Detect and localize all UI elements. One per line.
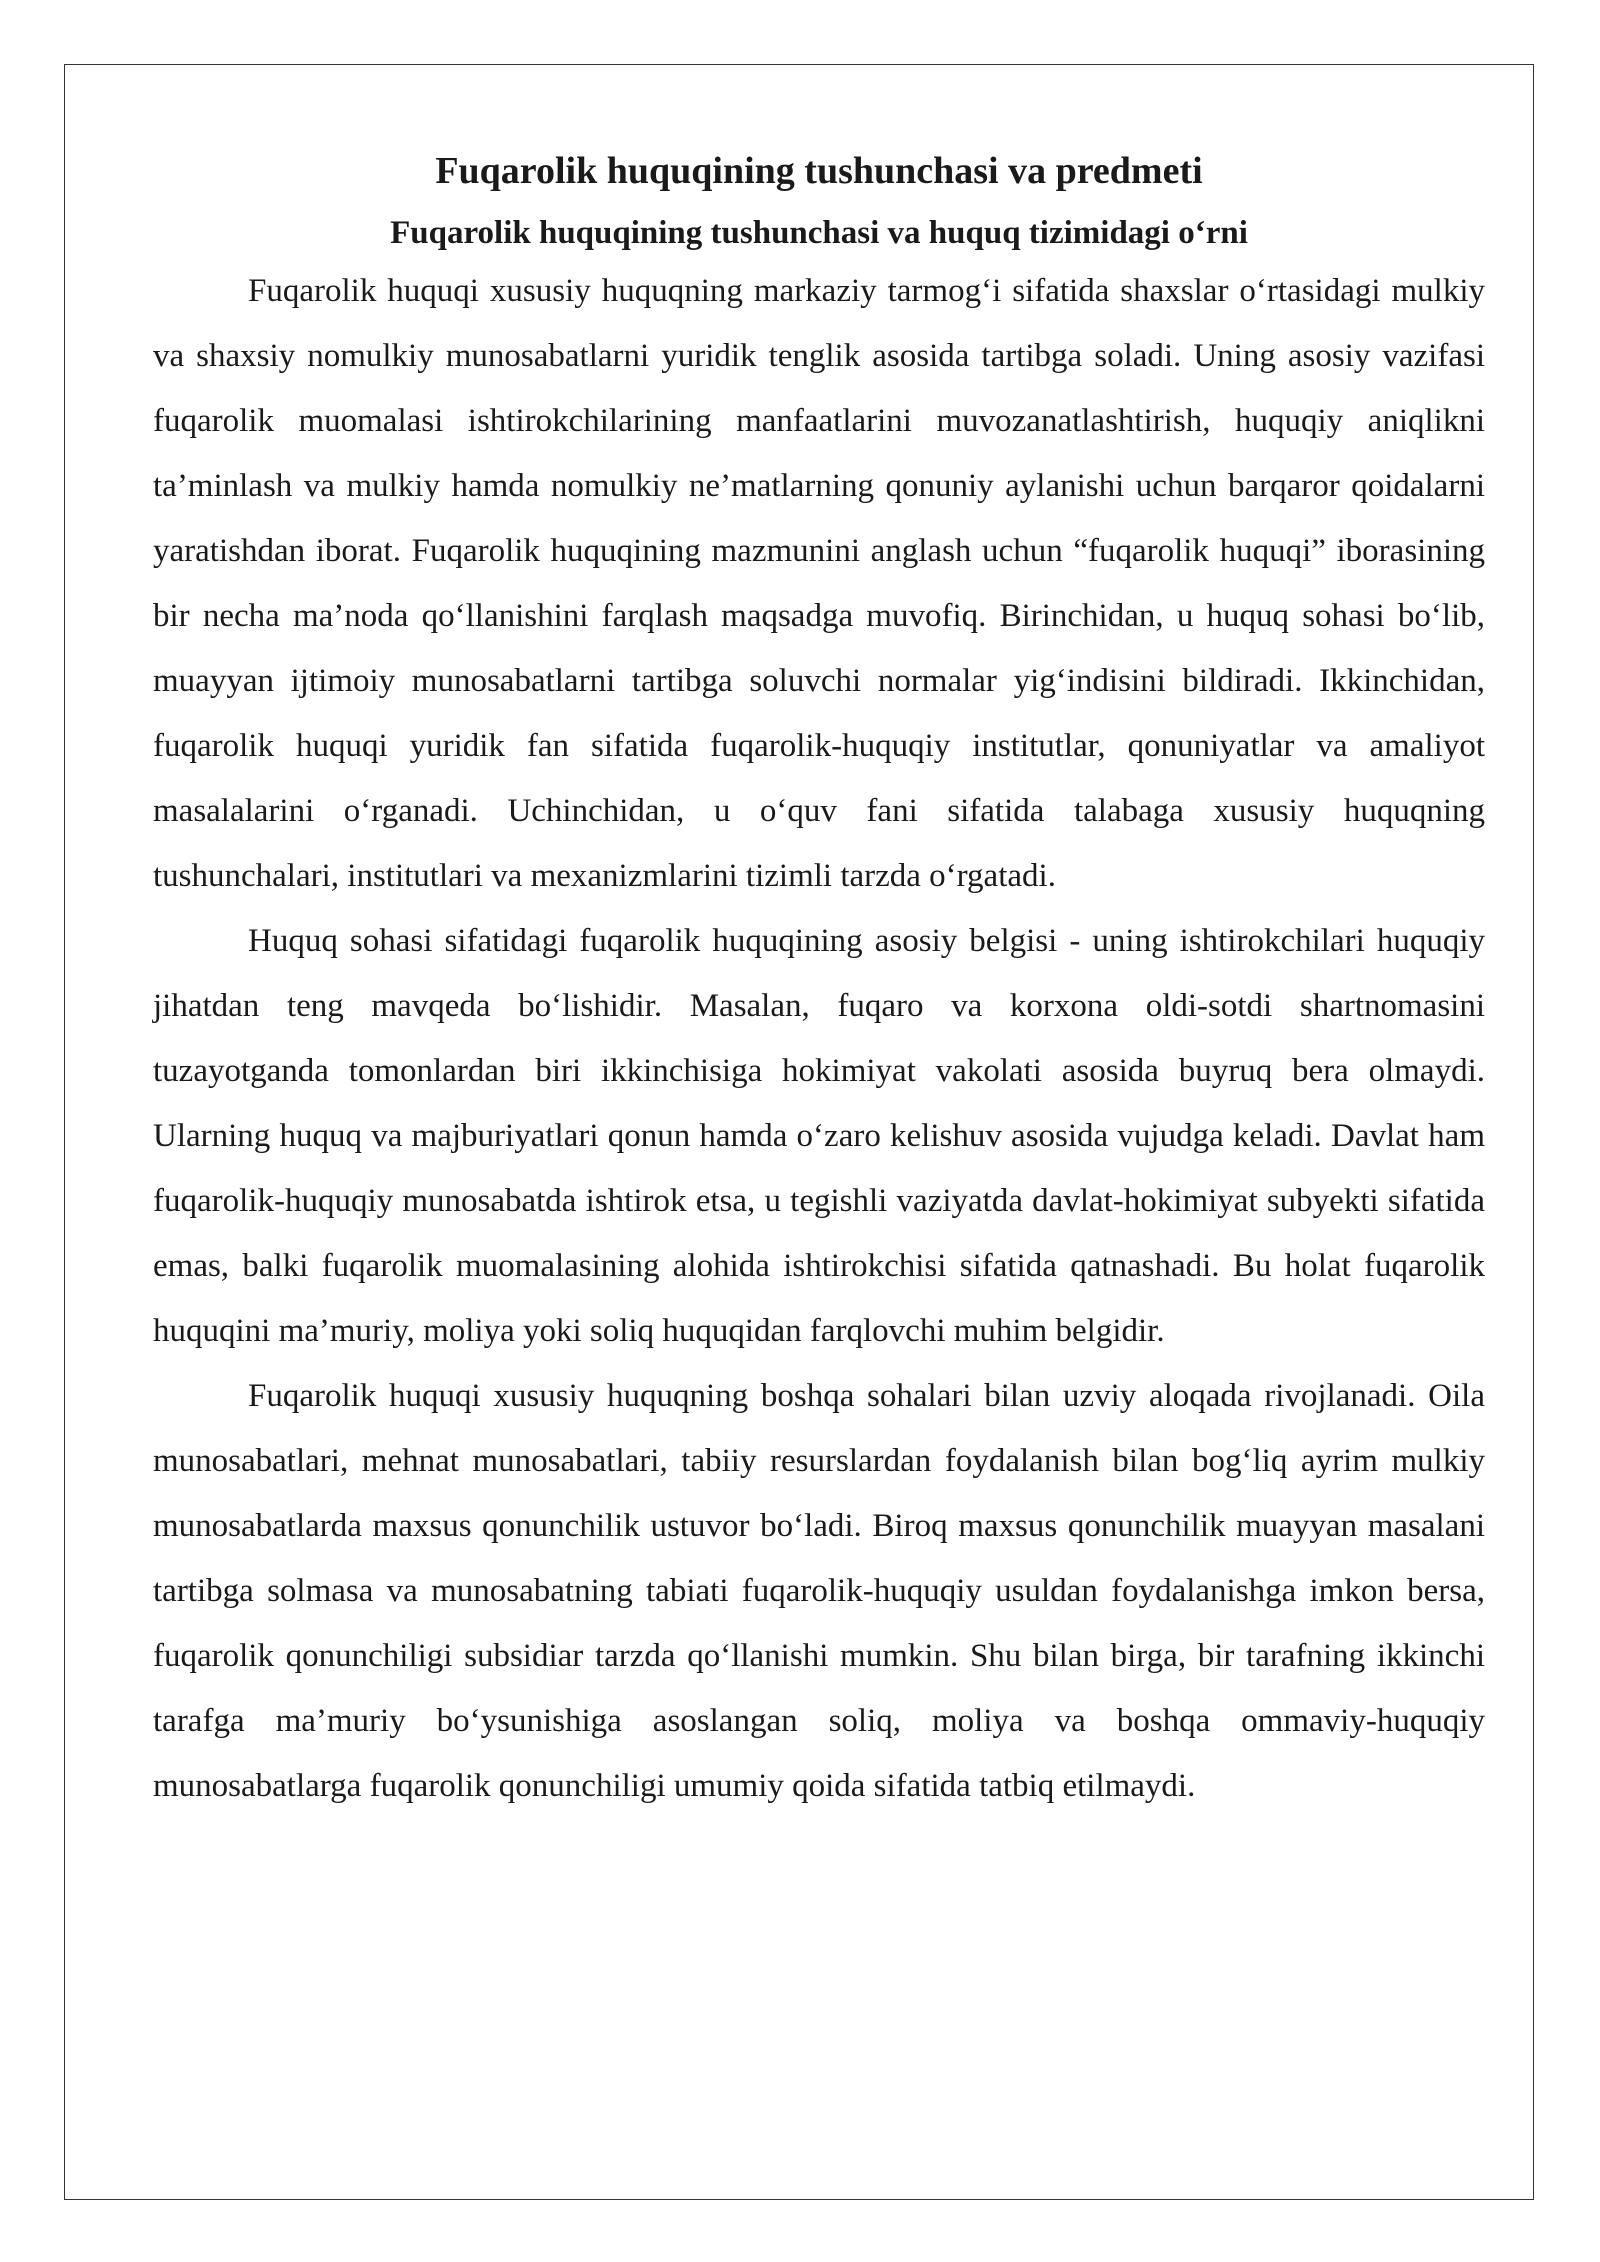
body-paragraph: Huquq sohasi sifatidagi fuqarolik huquqining asosiy belgisi - uning ishtirokchilari huquqiy jihatdan teng mavqeda bo‘lishidir. Masalan, fuqaro va korxona oldi-sotdi shartnomasini tuzayotganda tomonlardan biri ikkinchisiga hokimiyat vakolati asosida buyruq bera olmaydi. Ularning huquq va majburiyatlari qonun hamda o‘zaro kelishuv asosida vujudga keladi. Davlat ham fuqarolik-huquqiy munosabatda ishtirok etsa, u tegishli vaziyatda davlat-hokimiyat subyekti sifatida emas, balki fuqarolik muomalasining alohida ishtirokchisi sifatida qatnashadi. Bu holat fuqarolik huquqini ma’muriy, moliya yoki soliq huquqidan farqlovchi muhim belgidir. [153,923,1485,1349]
body-paragraph: Fuqarolik huquqi xususiy huquqning markaziy tarmog‘i sifatida shaxslar o‘rtasidagi mulkiy va shaxsiy nomulkiy munosabatlarni yuridik tenglik asosida tartibga soladi. Uning asosiy vazifasi fuqarolik muomalasi ishtirokchilarining manfaatlarini muvozanatlashtirish, huquqiy aniqlikni ta’minlash va mulkiy hamda nomulkiy ne’matlarning qonuniy aylanishi uchun barqaror qoidalarni yaratishdan iborat. Fuqarolik huquqining mazmunini anglash uchun “fuqarolik huquqi” iborasining bir necha ma’noda qo‘llanishini farqlash maqsadga muvofiq. Birinchidan, u huquq sohasi bo‘lib, muayyan ijtimoiy munosabatlarni tartibga soluvchi normalar yig‘indisini bildiradi. Ikkinchidan, fuqarolik huquqi yuridik fan sifatida fuqarolik-huquqiy institutlar, qonuniyatlar va amaliyot masalalarini o‘rganadi. Uchinchidan, u o‘quv fani sifatida talabaga xususiy huquqning tushunchalari, institutlari va mexanizmlarini tizimli tarzda o‘rgatadi. [153,273,1485,894]
document-title: Fuqarolik huquqining tushunchasi va predmeti [435,150,1203,192]
body-paragraph: Fuqarolik huquqi xususiy huquqning boshqa sohalari bilan uzviy aloqada rivojlanadi. Oila munosabatlari, mehnat munosabatlari, tabiiy resurslardan foydalanish bilan bog‘liq ayrim mulkiy munosabatlarda maxsus qonunchilik ustuvor bo‘ladi. Biroq maxsus qonunchilik muayyan masalani tartibga solmasa va munosabatning tabiati fuqarolik-huquqiy usuldan foydalanishga imkon bersa, fuqarolik qonunchiligi subsidiar tarzda qo‘llanishi mumkin. Shu bilan birga, bir tarafning ikkinchi tarafga ma’muriy bo‘ysunishiga asoslangan soliq, moliya va boshqa ommaviy-huquqiy munosabatlarga fuqarolik qonunchiligi umumiy qoida sifatida tatbiq etilmaydi. [153,1378,1485,1804]
document-body [153,145,1485,1819]
section-heading: Fuqarolik huquqining tushunchasi va huquq tizimidagi o‘rni [390,215,1248,251]
